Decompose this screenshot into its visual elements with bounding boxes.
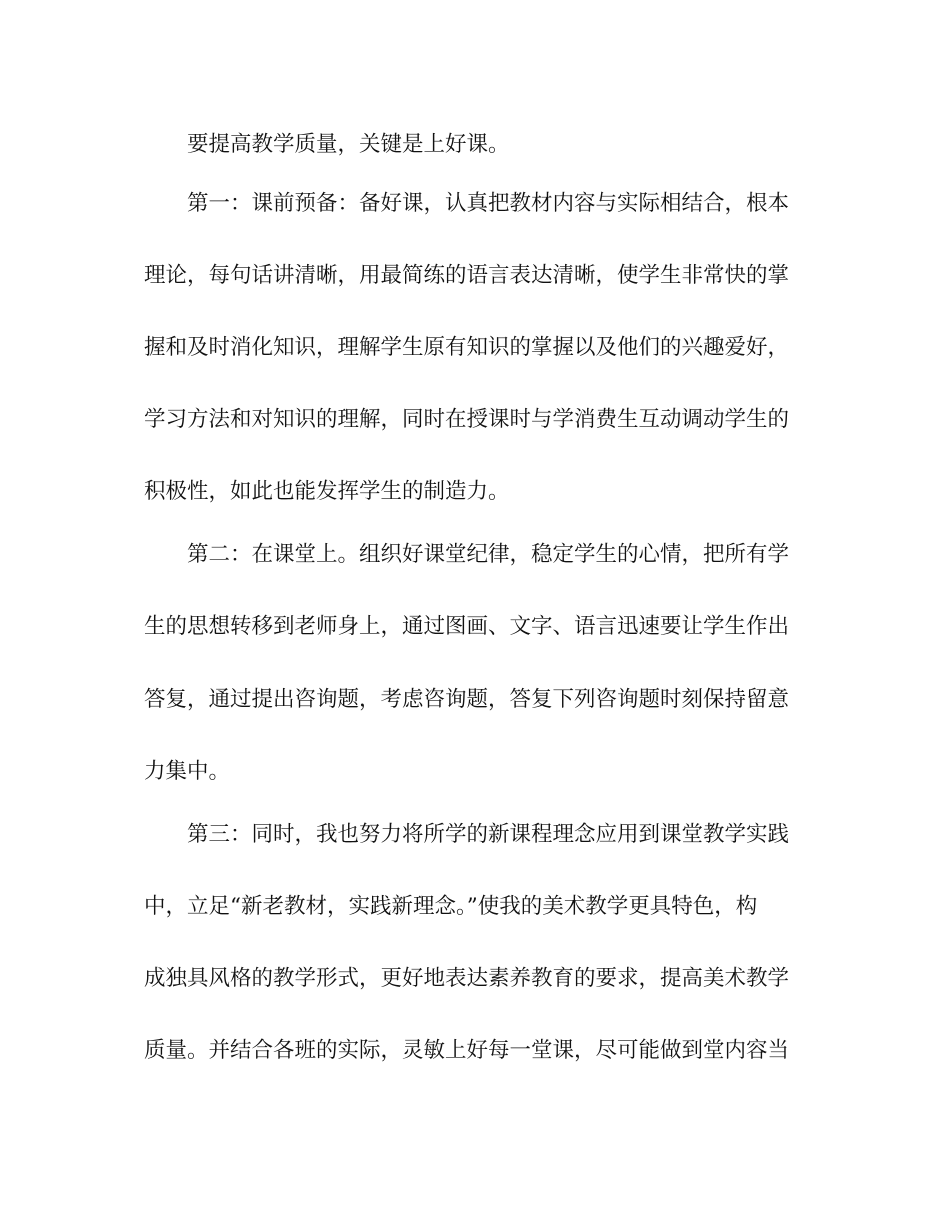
paragraph-third-line-4: 质量。并结合各班的实际，灵敏上好每一堂课，尽可能做到堂内容当 bbox=[144, 1038, 790, 1063]
paragraph-first-line-1: 第一：课前预备：备好课，认真把教材内容与实际相结合，根本 bbox=[187, 191, 790, 216]
paragraph-second-line-2: 生的思想转移到老师身上，通过图画、文字、语言迅速要让学生作出 bbox=[144, 614, 790, 639]
paragraph-second-line-4: 力集中。 bbox=[144, 759, 231, 784]
paragraph-third-line-3: 成独具风格的教学形式，更好地表达素养教育的要求，提高美术教学 bbox=[144, 966, 790, 991]
paragraph-first-line-4: 学习方法和对知识的理解，同时在授课时与学消费生互动调动学生的 bbox=[144, 407, 790, 432]
paragraph-third-line-1: 第三：同时，我也努力将所学的新课程理念应用到课堂教学实践 bbox=[187, 822, 790, 847]
paragraph-first-line-5: 积极性，如此也能发挥学生的制造力。 bbox=[144, 479, 510, 504]
paragraph-third-line-2: 中，立足“新老教材，实践新理念。”使我的美术教学更具特色，构 bbox=[144, 894, 758, 919]
paragraph-intro-line-1: 要提高教学质量，关键是上好课。 bbox=[187, 132, 510, 157]
paragraph-first-line-3: 握和及时消化知识，理解学生原有知识的掌握以及他们的兴趣爱好， bbox=[144, 335, 790, 360]
paragraph-second-line-3: 答复，通过提出咨询题，考虑咨询题，答复下列咨询题时刻保持留意 bbox=[144, 687, 790, 712]
paragraph-first-line-2: 理论，每句话讲清晰，用最简练的语言表达清晰，使学生非常快的掌 bbox=[144, 263, 790, 288]
paragraph-second-line-1: 第二：在课堂上。组织好课堂纪律，稳定学生的心情，把所有学 bbox=[187, 542, 790, 567]
